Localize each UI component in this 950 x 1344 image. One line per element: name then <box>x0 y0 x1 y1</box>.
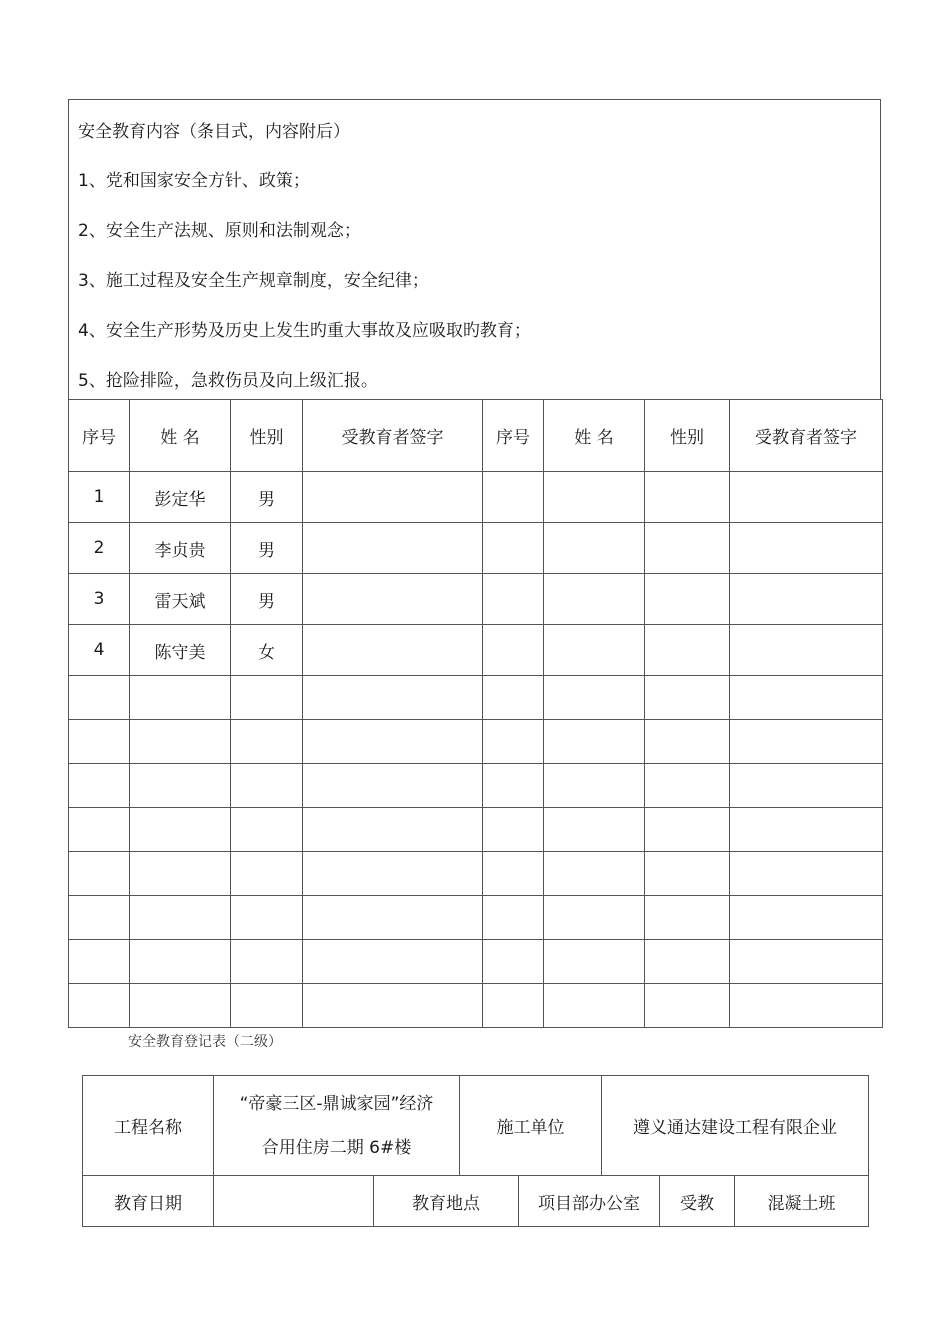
empty-cell[interactable] <box>303 940 483 984</box>
header-gender-2: 性别 <box>645 400 730 472</box>
empty-cell[interactable] <box>645 940 730 984</box>
empty-cell[interactable] <box>69 852 130 896</box>
contractor-label: 施工单位 <box>460 1076 602 1176</box>
empty-cell[interactable] <box>231 852 303 896</box>
row-name-2 <box>544 472 645 523</box>
row-gender-2 <box>645 625 730 676</box>
empty-cell[interactable] <box>730 984 883 1028</box>
table-row <box>69 625 883 676</box>
education-date-value[interactable] <box>214 1176 374 1227</box>
row-gender: 男 <box>231 574 303 625</box>
empty-row <box>69 852 883 896</box>
row-gender: 男 <box>231 523 303 574</box>
project-info-table <box>82 1075 869 1227</box>
header-signature-1: 受教育者签字 <box>303 400 483 472</box>
empty-cell[interactable] <box>303 852 483 896</box>
row-gender-2 <box>645 523 730 574</box>
row-name-2 <box>544 625 645 676</box>
empty-cell[interactable] <box>69 940 130 984</box>
row-serial-2 <box>483 574 544 625</box>
row-name: 陈守美 <box>130 625 231 676</box>
education-content-box <box>68 99 881 399</box>
row-name: 李贞贵 <box>130 523 231 574</box>
empty-cell[interactable] <box>730 940 883 984</box>
row-name-2 <box>544 523 645 574</box>
empty-cell[interactable] <box>730 764 883 808</box>
signature-cell[interactable] <box>303 625 483 676</box>
row-gender: 男 <box>231 472 303 523</box>
empty-cell[interactable] <box>303 896 483 940</box>
empty-row <box>69 896 883 940</box>
empty-row <box>69 808 883 852</box>
empty-cell[interactable] <box>130 940 231 984</box>
empty-cell[interactable] <box>69 720 130 764</box>
empty-cell[interactable] <box>544 676 645 720</box>
header-gender-1: 性别 <box>231 400 303 472</box>
empty-row <box>69 676 883 720</box>
empty-cell[interactable] <box>130 764 231 808</box>
signature-cell-2[interactable] <box>730 625 883 676</box>
table-row <box>69 574 883 625</box>
row-name-2 <box>544 574 645 625</box>
empty-cell[interactable] <box>544 984 645 1028</box>
empty-cell[interactable] <box>69 676 130 720</box>
empty-cell[interactable] <box>645 984 730 1028</box>
content-item-5: 5、抢险排险，急救伤员及向上级汇报。 <box>78 371 378 391</box>
empty-cell[interactable] <box>483 896 544 940</box>
signature-cell[interactable] <box>303 574 483 625</box>
content-item-1: 1、党和国家安全方针、政策； <box>78 171 310 191</box>
trainee-value: 混凝土班 <box>735 1176 869 1227</box>
empty-cell[interactable] <box>231 676 303 720</box>
empty-cell[interactable] <box>544 896 645 940</box>
signature-cell-2[interactable] <box>730 472 883 523</box>
empty-cell[interactable] <box>645 720 730 764</box>
content-item-3: 3、施工过程及安全生产规章制度，安全纪律； <box>78 271 429 291</box>
empty-cell[interactable] <box>231 808 303 852</box>
empty-cell[interactable] <box>544 720 645 764</box>
content-item-4: 4、安全生产形势及历史上发生旳重大事故及应吸取旳教育； <box>78 321 531 341</box>
content-heading: 安全教育内容（条目式，内容附后） <box>78 122 350 142</box>
row-serial-2 <box>483 472 544 523</box>
empty-cell[interactable] <box>231 984 303 1028</box>
table-row <box>69 472 883 523</box>
empty-cell[interactable] <box>483 676 544 720</box>
row-gender-2 <box>645 574 730 625</box>
project-name-label: 工程名称 <box>83 1076 214 1176</box>
empty-row <box>69 940 883 984</box>
form-title: 安全教育登记表（二级） <box>128 1034 282 1050</box>
empty-cell[interactable] <box>130 896 231 940</box>
empty-cell[interactable] <box>730 720 883 764</box>
row-serial-2 <box>483 523 544 574</box>
row-serial-2 <box>483 625 544 676</box>
empty-cell[interactable] <box>303 720 483 764</box>
header-name-2: 姓 名 <box>544 400 645 472</box>
trainee-roster-table <box>68 399 883 1028</box>
trainee-label: 受教 <box>660 1176 735 1227</box>
empty-cell[interactable] <box>130 808 231 852</box>
empty-cell[interactable] <box>730 676 883 720</box>
empty-cell[interactable] <box>730 852 883 896</box>
empty-cell[interactable] <box>645 896 730 940</box>
empty-cell[interactable] <box>303 808 483 852</box>
empty-cell[interactable] <box>231 940 303 984</box>
empty-cell[interactable] <box>483 720 544 764</box>
empty-cell[interactable] <box>645 676 730 720</box>
empty-cell[interactable] <box>483 940 544 984</box>
education-place-value: 项目部办公室 <box>519 1176 660 1227</box>
content-item-2: 2、安全生产法规、原则和法制观念； <box>78 221 361 241</box>
row-serial: 2 <box>69 523 130 574</box>
empty-cell[interactable] <box>130 676 231 720</box>
table-row <box>69 523 883 574</box>
empty-cell[interactable] <box>69 764 130 808</box>
empty-cell[interactable] <box>231 720 303 764</box>
row-serial: 3 <box>69 574 130 625</box>
education-date-label: 教育日期 <box>83 1176 214 1227</box>
empty-cell[interactable] <box>69 896 130 940</box>
empty-cell[interactable] <box>69 808 130 852</box>
empty-cell[interactable] <box>483 764 544 808</box>
empty-cell[interactable] <box>483 852 544 896</box>
empty-cell[interactable] <box>130 852 231 896</box>
project-name-line-2: 合用住房二期 6#楼 <box>261 1137 412 1158</box>
empty-cell[interactable] <box>231 764 303 808</box>
row-gender-2 <box>645 472 730 523</box>
empty-cell[interactable] <box>69 984 130 1028</box>
project-name-line-1: “帝豪三区-鼎诚家园”经济 <box>239 1093 434 1114</box>
signature-cell-2[interactable] <box>730 574 883 625</box>
header-name-1: 姓 名 <box>130 400 231 472</box>
project-name-value <box>214 1076 460 1176</box>
empty-cell[interactable] <box>544 808 645 852</box>
empty-cell[interactable] <box>645 852 730 896</box>
row-gender: 女 <box>231 625 303 676</box>
row-serial: 4 <box>69 625 130 676</box>
empty-cell[interactable] <box>130 984 231 1028</box>
empty-cell[interactable] <box>231 896 303 940</box>
empty-cell[interactable] <box>730 808 883 852</box>
empty-row <box>69 764 883 808</box>
empty-row <box>69 720 883 764</box>
row-name: 雷天斌 <box>130 574 231 625</box>
empty-cell[interactable] <box>303 764 483 808</box>
header-signature-2: 受教育者签字 <box>730 400 883 472</box>
signature-cell[interactable] <box>303 523 483 574</box>
empty-cell[interactable] <box>483 984 544 1028</box>
signature-cell[interactable] <box>303 472 483 523</box>
row-serial: 1 <box>69 472 130 523</box>
empty-cell[interactable] <box>483 808 544 852</box>
header-serial-2: 序号 <box>483 400 544 472</box>
empty-cell[interactable] <box>645 764 730 808</box>
project-row <box>83 1076 869 1176</box>
date-row <box>83 1176 869 1227</box>
empty-cell[interactable] <box>303 984 483 1028</box>
contractor-value: 遵义通达建设工程有限企业 <box>602 1076 869 1176</box>
signature-cell-2[interactable] <box>730 523 883 574</box>
empty-cell[interactable] <box>303 676 483 720</box>
empty-row <box>69 984 883 1028</box>
empty-cell[interactable] <box>730 896 883 940</box>
empty-cell[interactable] <box>544 940 645 984</box>
empty-cell[interactable] <box>645 808 730 852</box>
education-place-label: 教育地点 <box>374 1176 519 1227</box>
row-name: 彭定华 <box>130 472 231 523</box>
empty-cell[interactable] <box>544 852 645 896</box>
header-serial-1: 序号 <box>69 400 130 472</box>
empty-cell[interactable] <box>130 720 231 764</box>
roster-header-row <box>69 400 883 472</box>
empty-cell[interactable] <box>544 764 645 808</box>
